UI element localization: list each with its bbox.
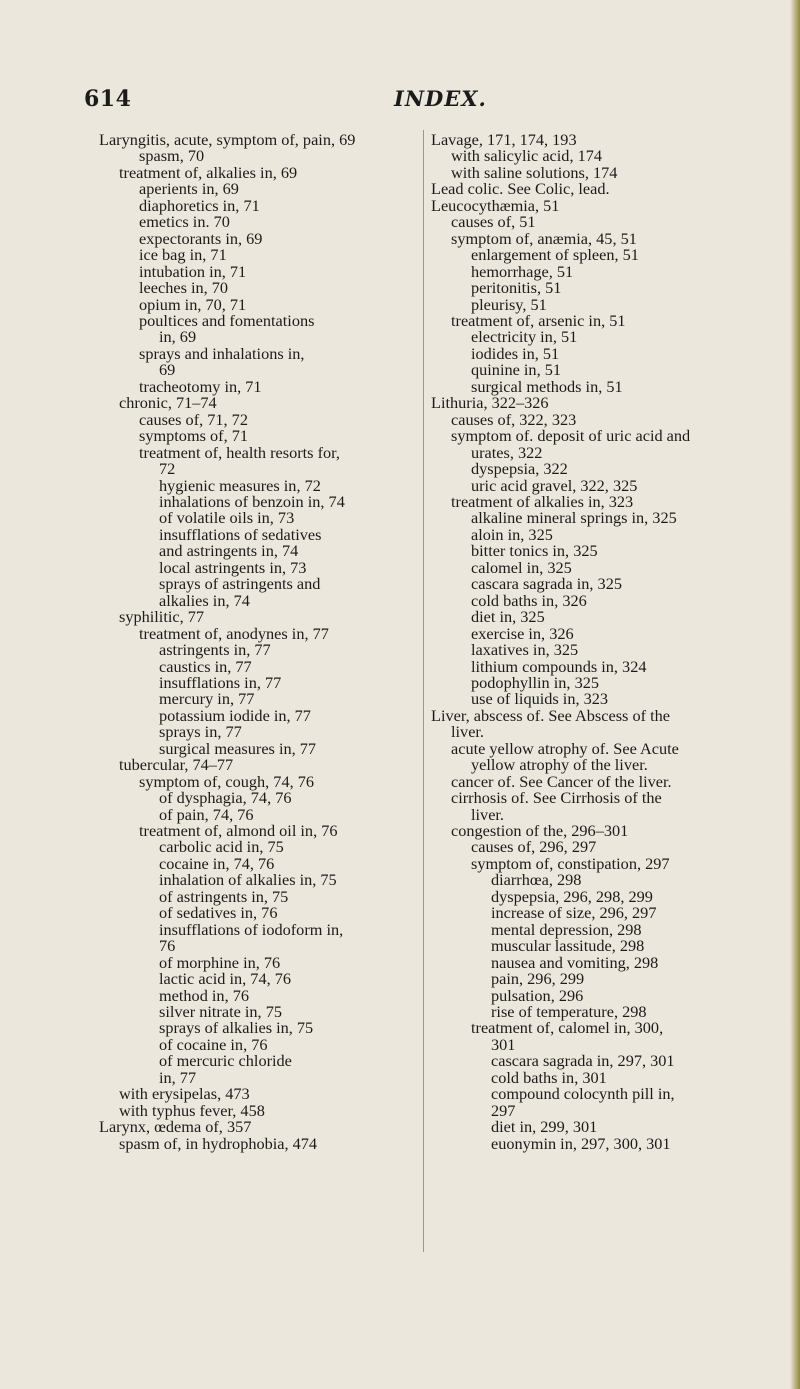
- index-entry: causes of, 322, 323: [451, 409, 577, 429]
- index-entry: urates, 322: [471, 442, 543, 462]
- index-entry: calomel in, 325: [471, 557, 572, 577]
- index-entry: Lead colic. See Colic, lead.: [431, 179, 610, 199]
- index-entry: of dysphagia, 74, 76: [159, 788, 292, 808]
- index-entry: liver.: [451, 722, 485, 742]
- index-entry: tubercular, 74–77: [119, 755, 234, 775]
- index-entry: surgical methods in, 51: [471, 376, 623, 396]
- index-entry: treatment of, health resorts for,: [139, 442, 340, 462]
- index-entry: muscular lassitude, 298: [491, 936, 645, 956]
- index-entry: 297: [491, 1100, 516, 1120]
- index-entry: surgical measures in, 77: [159, 738, 317, 758]
- index-entry: pain, 296, 299: [491, 969, 585, 989]
- index-entry: euonymin in, 297, 300, 301: [491, 1133, 671, 1153]
- index-entry: rise of temperature, 298: [491, 1002, 647, 1022]
- index-entry: sprays of astringents and: [159, 574, 321, 594]
- index-entry: congestion of the, 296–301: [451, 821, 629, 841]
- index-entry: aloin in, 325: [471, 524, 553, 544]
- index-entry: liver.: [471, 804, 505, 824]
- index-entry: dyspepsia, 322: [471, 459, 568, 479]
- index-entry: leeches in, 70: [139, 278, 229, 298]
- index-entry: silver nitrate in, 75: [159, 1002, 282, 1022]
- index-entry: treatment of alkalies in, 323: [451, 491, 634, 511]
- index-entry: diet in, 299, 301: [491, 1117, 598, 1137]
- index-entry: 72: [159, 459, 176, 479]
- index-entry: method in, 76: [159, 985, 249, 1005]
- index-entry: treatment of, almond oil in, 76: [139, 821, 338, 841]
- index-entry: tracheotomy in, 71: [139, 376, 262, 396]
- index-entry: hemorrhage, 51: [471, 261, 574, 281]
- index-entry: symptom of, constipation, 297: [471, 853, 670, 873]
- index-entry: treatment of, alkalies in, 69: [119, 162, 298, 182]
- index-entry: in, 69: [159, 327, 197, 347]
- index-entry: dyspepsia, 296, 298, 299: [491, 886, 653, 906]
- index-entry: in, 77: [159, 1067, 197, 1087]
- index-entry: causes of, 71, 72: [139, 409, 248, 429]
- page-number: 614: [84, 86, 132, 112]
- index-entry: iodides in, 51: [471, 343, 560, 363]
- index-entry: potassium iodide in, 77: [159, 705, 311, 725]
- index-entry: insufflations of iodoform in,: [159, 919, 344, 939]
- index-entry: symptom of, cough, 74, 76: [139, 771, 315, 791]
- index-entry: chronic, 71–74: [119, 393, 217, 413]
- index-entry: mercury in, 77: [159, 689, 255, 709]
- index-entry: peritonitis, 51: [471, 278, 562, 298]
- index-entry: treatment of, anodynes in, 77: [139, 623, 329, 643]
- index-entry: cirrhosis of. See Cirrhosis of the: [451, 788, 662, 808]
- index-entry: podophyllin in, 325: [471, 672, 599, 692]
- index-entry: emetics in. 70: [139, 212, 230, 232]
- index-entry: and astringents in, 74: [159, 541, 299, 561]
- index-entry: sprays in, 77: [159, 722, 242, 742]
- index-entry: alkaline mineral springs in, 325: [471, 508, 677, 528]
- index-entry: insufflations of sedatives: [159, 524, 322, 544]
- index-entry: aperients in, 69: [139, 179, 239, 199]
- index-entry: Liver, abscess of. See Abscess of the: [431, 705, 670, 725]
- index-entry: with typhus fever, 458: [119, 1100, 265, 1120]
- index-entry: diaphoretics in, 71: [139, 195, 260, 215]
- index-entry: expectorants in, 69: [139, 228, 263, 248]
- index-entry: of pain, 74, 76: [159, 804, 254, 824]
- index-entry: cancer of. See Cancer of the liver.: [451, 771, 672, 791]
- index-entry: Leucocythæmia, 51: [431, 195, 560, 215]
- index-entry: inhalation of alkalies in, 75: [159, 870, 337, 890]
- index-entry: yellow atrophy of the liver.: [471, 755, 648, 775]
- index-entry: sprays of alkalies in, 75: [159, 1018, 314, 1038]
- index-entry: cascara sagrada in, 297, 301: [491, 1051, 675, 1071]
- index-entry: of cocaine in, 76: [159, 1034, 268, 1054]
- index-entry: increase of size, 296, 297: [491, 903, 657, 923]
- index-column-right: [431, 132, 775, 1152]
- index-entry: insufflations in, 77: [159, 672, 282, 692]
- index-entry: spasm of, in hydrophobia, 474: [119, 1133, 318, 1153]
- index-entry: lithium compounds in, 324: [471, 656, 647, 676]
- index-entry: sprays and inhalations in,: [139, 343, 305, 363]
- index-entry: of sedatives in, 76: [159, 903, 278, 923]
- index-entry: bitter tonics in, 325: [471, 541, 598, 561]
- index-entry: of morphine in, 76: [159, 952, 281, 972]
- index-entry: cascara sagrada in, 325: [471, 574, 622, 594]
- index-entry: treatment of, calomel in, 300,: [471, 1018, 664, 1038]
- index-entry: acute yellow atrophy of. See Acute: [451, 738, 679, 758]
- index-entry: exercise in, 326: [471, 623, 574, 643]
- index-entry: spasm, 70: [139, 146, 205, 166]
- index-entry: of mercuric chloride: [159, 1051, 292, 1071]
- index-entry: lactic acid in, 74, 76: [159, 969, 292, 989]
- index-entry: local astringents in, 73: [159, 557, 307, 577]
- index-entry: of astringents in, 75: [159, 886, 289, 906]
- index-entry: 69: [159, 360, 176, 380]
- index-entry: syphilitic, 77: [119, 607, 205, 627]
- index-entry: cold baths in, 326: [471, 590, 587, 610]
- index-entry: symptom of. deposit of uric acid and: [451, 426, 691, 446]
- index-entry: 76: [159, 936, 176, 956]
- page-edge: [790, 0, 800, 1389]
- page-header: [84, 86, 504, 116]
- index-entry: treatment of, arsenic in, 51: [451, 310, 626, 330]
- index-entry: diet in, 325: [471, 607, 545, 627]
- index-entry: cold baths in, 301: [491, 1067, 607, 1087]
- index-entry: intubation in, 71: [139, 261, 247, 281]
- index-entry: with salicylic acid, 174: [451, 146, 603, 166]
- index-entry: nausea and vomiting, 298: [491, 952, 659, 972]
- index-entry: ice bag in, 71: [139, 245, 227, 265]
- index-entry: pleurisy, 51: [471, 294, 547, 314]
- index-entry: causes of, 296, 297: [471, 837, 597, 857]
- index-entry: with erysipelas, 473: [119, 1084, 250, 1104]
- index-entry: Lithuria, 322–326: [431, 393, 549, 413]
- index-entry: 301: [491, 1034, 516, 1054]
- index-entry: quinine in, 51: [471, 360, 561, 380]
- column-divider: [423, 130, 424, 1252]
- index-entry: carbolic acid in, 75: [159, 837, 284, 857]
- index-entry: uric acid gravel, 322, 325: [471, 475, 638, 495]
- index-entry: laxatives in, 325: [471, 640, 579, 660]
- index-entry: astringents in, 77: [159, 640, 271, 660]
- index-entry: caustics in, 77: [159, 656, 252, 676]
- index-entry: mental depression, 298: [491, 919, 642, 939]
- index-entry: hygienic measures in, 72: [159, 475, 321, 495]
- index-column-left: [99, 132, 421, 1152]
- index-entry: symptoms of, 71: [139, 426, 249, 446]
- index-entry: with saline solutions, 174: [451, 162, 618, 182]
- index-entry: diarrhœa, 298: [491, 870, 582, 890]
- index-entry: Larynx, œdema of, 357: [99, 1117, 252, 1137]
- index-entry: causes of, 51: [451, 212, 536, 232]
- index-entry: use of liquids in, 323: [471, 689, 609, 709]
- index-entry: inhalations of benzoin in, 74: [159, 491, 345, 511]
- index-entry: compound colocynth pill in,: [491, 1084, 675, 1104]
- index-entry: Lavage, 171, 174, 193: [431, 130, 577, 149]
- index-entry: alkalies in, 74: [159, 590, 250, 610]
- index-entry: pulsation, 296: [491, 985, 584, 1005]
- index-entry: cocaine in, 74, 76: [159, 853, 275, 873]
- index-entry: Laryngitis, acute, symptom of, pain, 69: [99, 130, 356, 149]
- index-entry: opium in, 70, 71: [139, 294, 247, 314]
- index-entry: enlargement of spleen, 51: [471, 245, 639, 265]
- index-entry: poultices and fomentations: [139, 310, 315, 330]
- index-entry: of volatile oils in, 73: [159, 508, 295, 528]
- index-entry: electricity in, 51: [471, 327, 578, 347]
- index-entry: symptom of, anæmia, 45, 51: [451, 228, 637, 248]
- running-title: INDEX.: [394, 86, 487, 111]
